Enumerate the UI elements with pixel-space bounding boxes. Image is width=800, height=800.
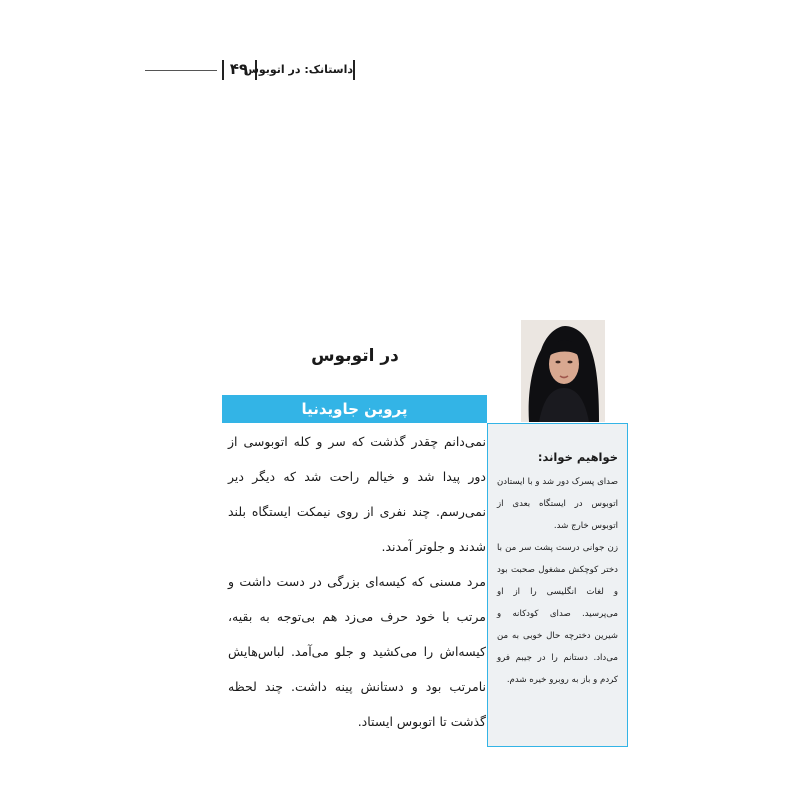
story-paragraph: نمی‌دانم چقدر گذشت که سر و کله اتوبوسی از دور پیدا شد و خیالم راحت شد که دیگر دیر نمی‌رسم. چند نفری از روی نیمکت ایستگاه بلند شدند و جلوتر آمدند. <box>228 434 486 554</box>
page-number: ۴۹ <box>229 60 249 78</box>
author-portrait-image <box>521 320 605 422</box>
running-head <box>145 58 355 84</box>
sidebar-paragraph: زن جوانی درست پشت سر من با دختر کوچکش مشغول صحبت بود و لغات انگلیسی را از او می‌پرسید. صدای کودکانه و شیرین دخترچه حال خوبی به من می‌داد. دستانم را در جیبم فرو کردم و باز به روبرو خیره شدم. <box>497 543 618 685</box>
story-paragraph: مرد مسنی که کیسه‌ای بزرگی در دست داشت و مرتب با خود حرف می‌زد هم بی‌توجه به بقیه، کیسه‌اش را می‌کشید و جلو می‌آمد. لباس‌هایش نامرتب بود و دستانش پینه داشت. چند لحظه گذشت تا اتوبوس ایستاد. <box>228 574 486 729</box>
sidebar-heading: خواهیم خواند: <box>537 450 618 464</box>
author-banner: پروین جاویدنیا <box>222 395 487 423</box>
sidebar-paragraph: صدای پسرک دور شد و با ایستادن اتوبوس در ایستگاه بعدی از اتوبوس خارج شد. <box>497 477 618 531</box>
story-body <box>228 424 486 739</box>
running-head-title: داستانک: در اتوبوس <box>243 63 353 76</box>
header-divider <box>222 60 224 80</box>
header-divider <box>353 60 355 80</box>
preview-sidebar <box>487 423 628 747</box>
header-rule <box>145 70 217 71</box>
story-title: در اتوبوس <box>311 346 399 366</box>
author-photo <box>521 320 605 422</box>
